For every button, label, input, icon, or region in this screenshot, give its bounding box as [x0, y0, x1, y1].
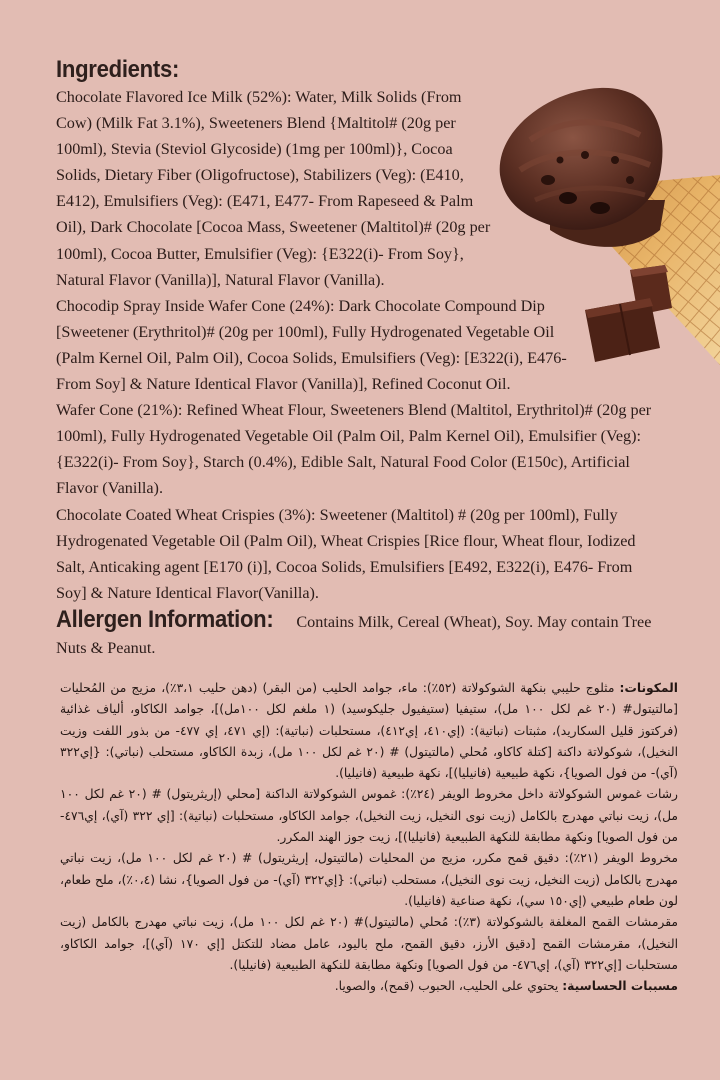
allergen-text: Contains Milk, Cereal (Wheat), Soy. May contain Tree Nuts & Peanut.	[56, 612, 652, 657]
english-ingredients	[56, 56, 666, 661]
allergen-section	[56, 606, 656, 661]
allergen-heading: Allergen Information:	[56, 605, 274, 633]
ar-para1: مثلوج حليبي بنكهة الشوكولاتة (٥٢٪): ماء، جوامد الحليب (من البقر) (دهن حليب ٣،١٪)، مزيج من المُحليات [مالتيتول# (٢٠ غم لكل ١٠٠ مل)، ستيفيا (ستيفيول جليكوسيد) (١ ملغم لكل ١٠٠مل)]، جوامد الكاكاو، ألياف غذائية (فركتوز قليل السكاريد)، مثبتات (نباتية): (إي٤١٠، إي٤١٢)، مستحلبات (نباتية): (إي ٤٧١، إي ٤٧٧- من بذور اللفت وزيت النخيل)، شوكولاتة داكنة [كتلة كاكاو، مُحلي (مالتيتول) # (٢٠ غم لكل ١٠٠ مل)، زبدة الكاكاو، مستحلب (نباتي): {إي٣٢٢ (آي)- من فول الصويا}، نكهة طبيعية (فانيليا)]، نكهة طبيعية (فانيليا).	[60, 681, 678, 781]
ingredient-paragraph: Chocolate Coated Wheat Crispies (3%): Sweetener (Maltitol) # (20g per 100ml), Fully Hydrogenated Vegetable Oil (Palm Oil), Wheat Crispies [Rice flour, Wheat flour, Iodized Salt, Anticaking agent [E170 (i)], Cocoa Solids, Emulsifiers [E492, E322(i), E476- From Soy] & Nature Identical Flavor(Vanilla).	[56, 505, 636, 602]
ar-allergen-label: مسببات الحساسية:	[562, 979, 678, 994]
ingredients-heading: Ingredients:	[56, 56, 180, 83]
ar-ingredient-paragraph	[60, 678, 678, 784]
ar-para3: مخروط الويفر (٢١٪): دقيق قمح مكرر، مزيج من المحليات (مالتيتول، إريثريتول) # (٢٠ غم لكل ١٠٠ مل)، زيت نباتي مهدرج بالكامل (زيت النخيل، زيت نوى النخيل)، مستحلب (نباتي): {إي٣٢٢ (آي)- من فول الصويا}، نشا (٠،٤٪)، ملح طعام، لون طعام طبيعي (إي١٥٠ سي)، نكهة صناعية (فانيليا).	[60, 851, 678, 908]
ar-para2: رشات غموس الشوكولاتة داخل مخروط الويفر (٢٤٪): غموس الشوكولاتة الداكنة [محلي (إريثريتول) # (٢٠ غم لكل ١٠٠ مل)، زيت نباتي مهدرج بالكامل (زيت نوى النخيل، زيت النخيل)، جوامد الكاكاو، مستحلبات (نباتية): [إي ٣٢٢ (آي)، إي٤٧٦- من فول الصويا] ونكهة مطابقة للنكهة الطبيعية (فانيليا)]، زيت جوز الهند المكرر.	[60, 787, 679, 845]
ar-para4: مقرمشات القمح المغلفة بالشوكولاتة (٣٪): مُحلي (مالتيتول)# (٢٠ غم لكل ١٠٠ مل)، زيت نباتي مهدرج بالكامل (زيت النخيل)، مقرمشات القمح [دقيق الأرز، دقيق القمح، ملح باليود، عامل مضاد للتكتل [إي ١٧٠ (آي)]، جوامد الكاكاو، مستحلبات [إي٣٢٢ (آي)، إي٤٧٦- من فول الصويا] ونكهة مطابقة للنكهة الطبيعية (فانيليا).	[60, 915, 678, 972]
ar-allergen-text: يحتوي على الحليب، الحبوب (قمح)، والصويا.	[334, 979, 559, 994]
ingredient-paragraph: Chocolate Flavored Ice Milk (52%): Water, Milk Solids (From Cow) (Milk Fat 3.1%), Sweeteners Blend {Maltitol# (20g per 100ml), Stevia (Steviol Glycoside) (1mg per 100ml)}, Cocoa Solids, Dietary Fiber (Oligofructose), Stabilizers (Veg): (E410, E412), Emulsifiers (Veg): (E471, E477- From Rapeseed & Palm Oil), Dark Chocolate [Cocoa Mass, Sweetener (Maltitol)# (20g per 100ml), Cocoa Butter, Emulsifier (Veg): {E322(i)- From Soy}, Natural Flavor (Vanilla)], Natural Flavor (Vanilla).	[56, 88, 491, 289]
arabic-ingredients	[60, 678, 678, 997]
ar-ingredients-label: المكونات:	[619, 681, 678, 695]
ingredient-paragraph: Wafer Cone (21%): Refined Wheat Flour, Sweeteners Blend (Maltitol, Erythritol)# (20g per 100ml), Fully Hydrogenated Vegetable Oil (Palm Oil, Palm Kernel Oil), Emulsifier (Veg): {E322(i)- From Soy}, Starch (0.4%), Edible Salt, Natural Food Color (E150c), Artificial Flavor (Vanilla).	[56, 401, 652, 498]
ar-allergen-section	[60, 976, 678, 997]
ingredient-paragraph: Chocodip Spray Inside Wafer Cone (24%): Dark Chocolate Compound Dip [Sweetener (Erythritol)# (20g per 100ml), Fully Hydrogenated Vegetable Oil (Palm Kernel Oil, Palm Oil), Cocoa Solids, Emulsifiers (Veg): [E322(i), E476- From Soy] & Nature Identical Flavor (Vanilla)], Refined Coconut Oil.	[56, 296, 567, 394]
